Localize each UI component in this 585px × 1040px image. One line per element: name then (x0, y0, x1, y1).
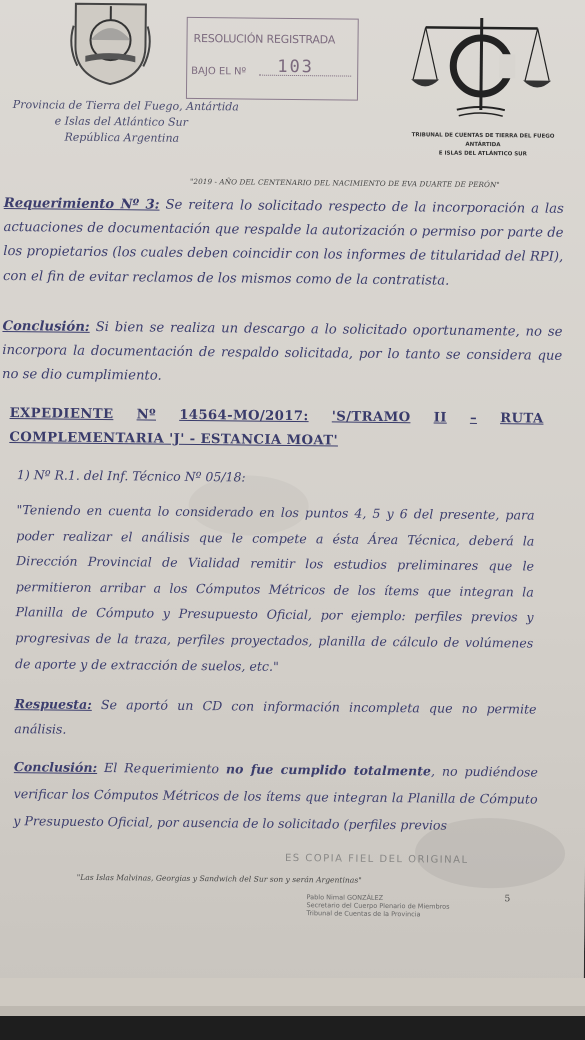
page-number: 5 (504, 894, 511, 905)
expediente-heading (9, 402, 543, 456)
response-text: Se aportó un CD con información incompleta que no permite análisis. (14, 696, 537, 737)
exp-word-2: Nº (136, 407, 157, 423)
exp-word-3: 14564-MO/2017: (179, 407, 309, 425)
tribunal-line-3: E ISLAS DEL ATLÁNTICO SUR (438, 150, 527, 158)
requirement-3-paragraph (3, 192, 564, 295)
signature-line-1: Pablo Nimal GONZÁLEZ (306, 893, 384, 902)
conclusion-2-text: , no pudiéndose verificar los Cómputos Métricos de los ítems que integran la Planilla de Cómputo y Presupuesto Oficial, por ausencia de lo solicitado (perfiles previos (13, 763, 538, 833)
year-motto: "2019 - AÑO DEL CENTENARIO DEL NACIMIENTO DE EVA DUARTE DE PERÓN" (190, 176, 500, 190)
certified-copy-stamp: ES COPIA FIEL DEL ORIGINAL (284, 852, 469, 866)
requirement-3-label: Requerimiento Nº 3: (3, 195, 160, 213)
signature-line-3: Tribunal de Cuentas de la Provincia (306, 909, 421, 919)
table-surface (0, 1016, 585, 1040)
expediente-line-2: COMPLEMENTARIA 'J' - ESTANCIA MOAT' (9, 430, 339, 449)
malvinas-motto: "Las Islas Malvinas, Georgias y Sandwich del Sur son y serán Argentinas" (76, 872, 362, 885)
province-line-1: Provincia de Tierra del Fuego, Antártida (12, 98, 239, 114)
stamp-title: RESOLUCIÓN REGISTRADA (193, 31, 336, 47)
province-line-2: e Islas del Atlántico Sur (54, 114, 188, 129)
response-label: Respuesta: (14, 696, 92, 712)
conclusion-2-bold: no fue cumplido totalmente (225, 761, 432, 779)
technical-report-quote: "Teniendo en cuenta lo considerado en los puntos 4, 5 y 6 del presente, para poder realizar el análisis que le compete a ésta Área Técnica, deberá la Dirección Provincial de Vialidad remitir los estudios preliminares que le permitieron arribar a los Cómputos Métricos de los ítems que integran la Planilla de Cómputo y Presupuesto Oficial, por ejemplo: perfiles previos y progresivas de la traza, perfiles proyectados, planilla de cálculo de volúmenes de aporte y de extracción de suelos, etc." (14, 502, 535, 674)
stamp-label: BAJO EL Nº (191, 65, 247, 78)
provincial-shield-icon (65, 0, 156, 87)
tribunal-line-1: TRIBUNAL DE CUENTAS DE TIERRA DEL FUEGO (411, 132, 555, 140)
registration-stamp (186, 17, 359, 101)
margin-pen-marks-icon (0, 787, 8, 837)
province-heading (12, 97, 242, 147)
tribunal-scales-logo-icon (411, 13, 552, 124)
conclusion-1-label: Conclusión: (2, 318, 90, 335)
signature-block (306, 893, 496, 919)
conclusion-2-pre: El Requerimiento (97, 759, 227, 777)
exp-word-1: EXPEDIENTE (9, 406, 114, 423)
exp-word-4: 'S/TRAMO (331, 409, 411, 426)
signature-line-2: Secretario del Cuerpo Plenario de Miembros (306, 901, 450, 911)
requirement-3-text: Se reitera lo solicitado respecto de la incorporación a las actuaciones de documentación que respalde la autorización o permiso por parte de los propietarios (los cuales deben coincidir con los informes de titularidad del RPI), con el fin de evitar reclamos de los mismos como de la contratista. (2, 197, 564, 289)
exp-word-6: – (469, 410, 478, 426)
stamp-number: 103 (277, 56, 315, 78)
exp-word-7: RUTA (500, 411, 544, 427)
conclusion-2-label: Conclusión: (13, 759, 98, 775)
conclusion-1-text: Si bien se realiza un descargo a lo solicitado oportunamente, no se incorpora la documentación de respaldo solicitada, por lo tanto se considera que no se dio cumplimiento. (1, 319, 563, 385)
item-1-heading: 1) Nº R.1. del Inf. Técnico Nº 05/18: (16, 467, 246, 485)
stacked-page-edge-2 (0, 1006, 585, 1016)
exp-word-5: II (433, 410, 447, 426)
tribunal-name (410, 131, 555, 160)
province-line-3: República Argentina (64, 130, 180, 145)
response-paragraph (14, 691, 536, 746)
conclusion-1-paragraph (2, 315, 563, 393)
tribunal-line-2: ANTÁRTIDA (465, 141, 501, 149)
shadow-smudge (188, 475, 309, 536)
